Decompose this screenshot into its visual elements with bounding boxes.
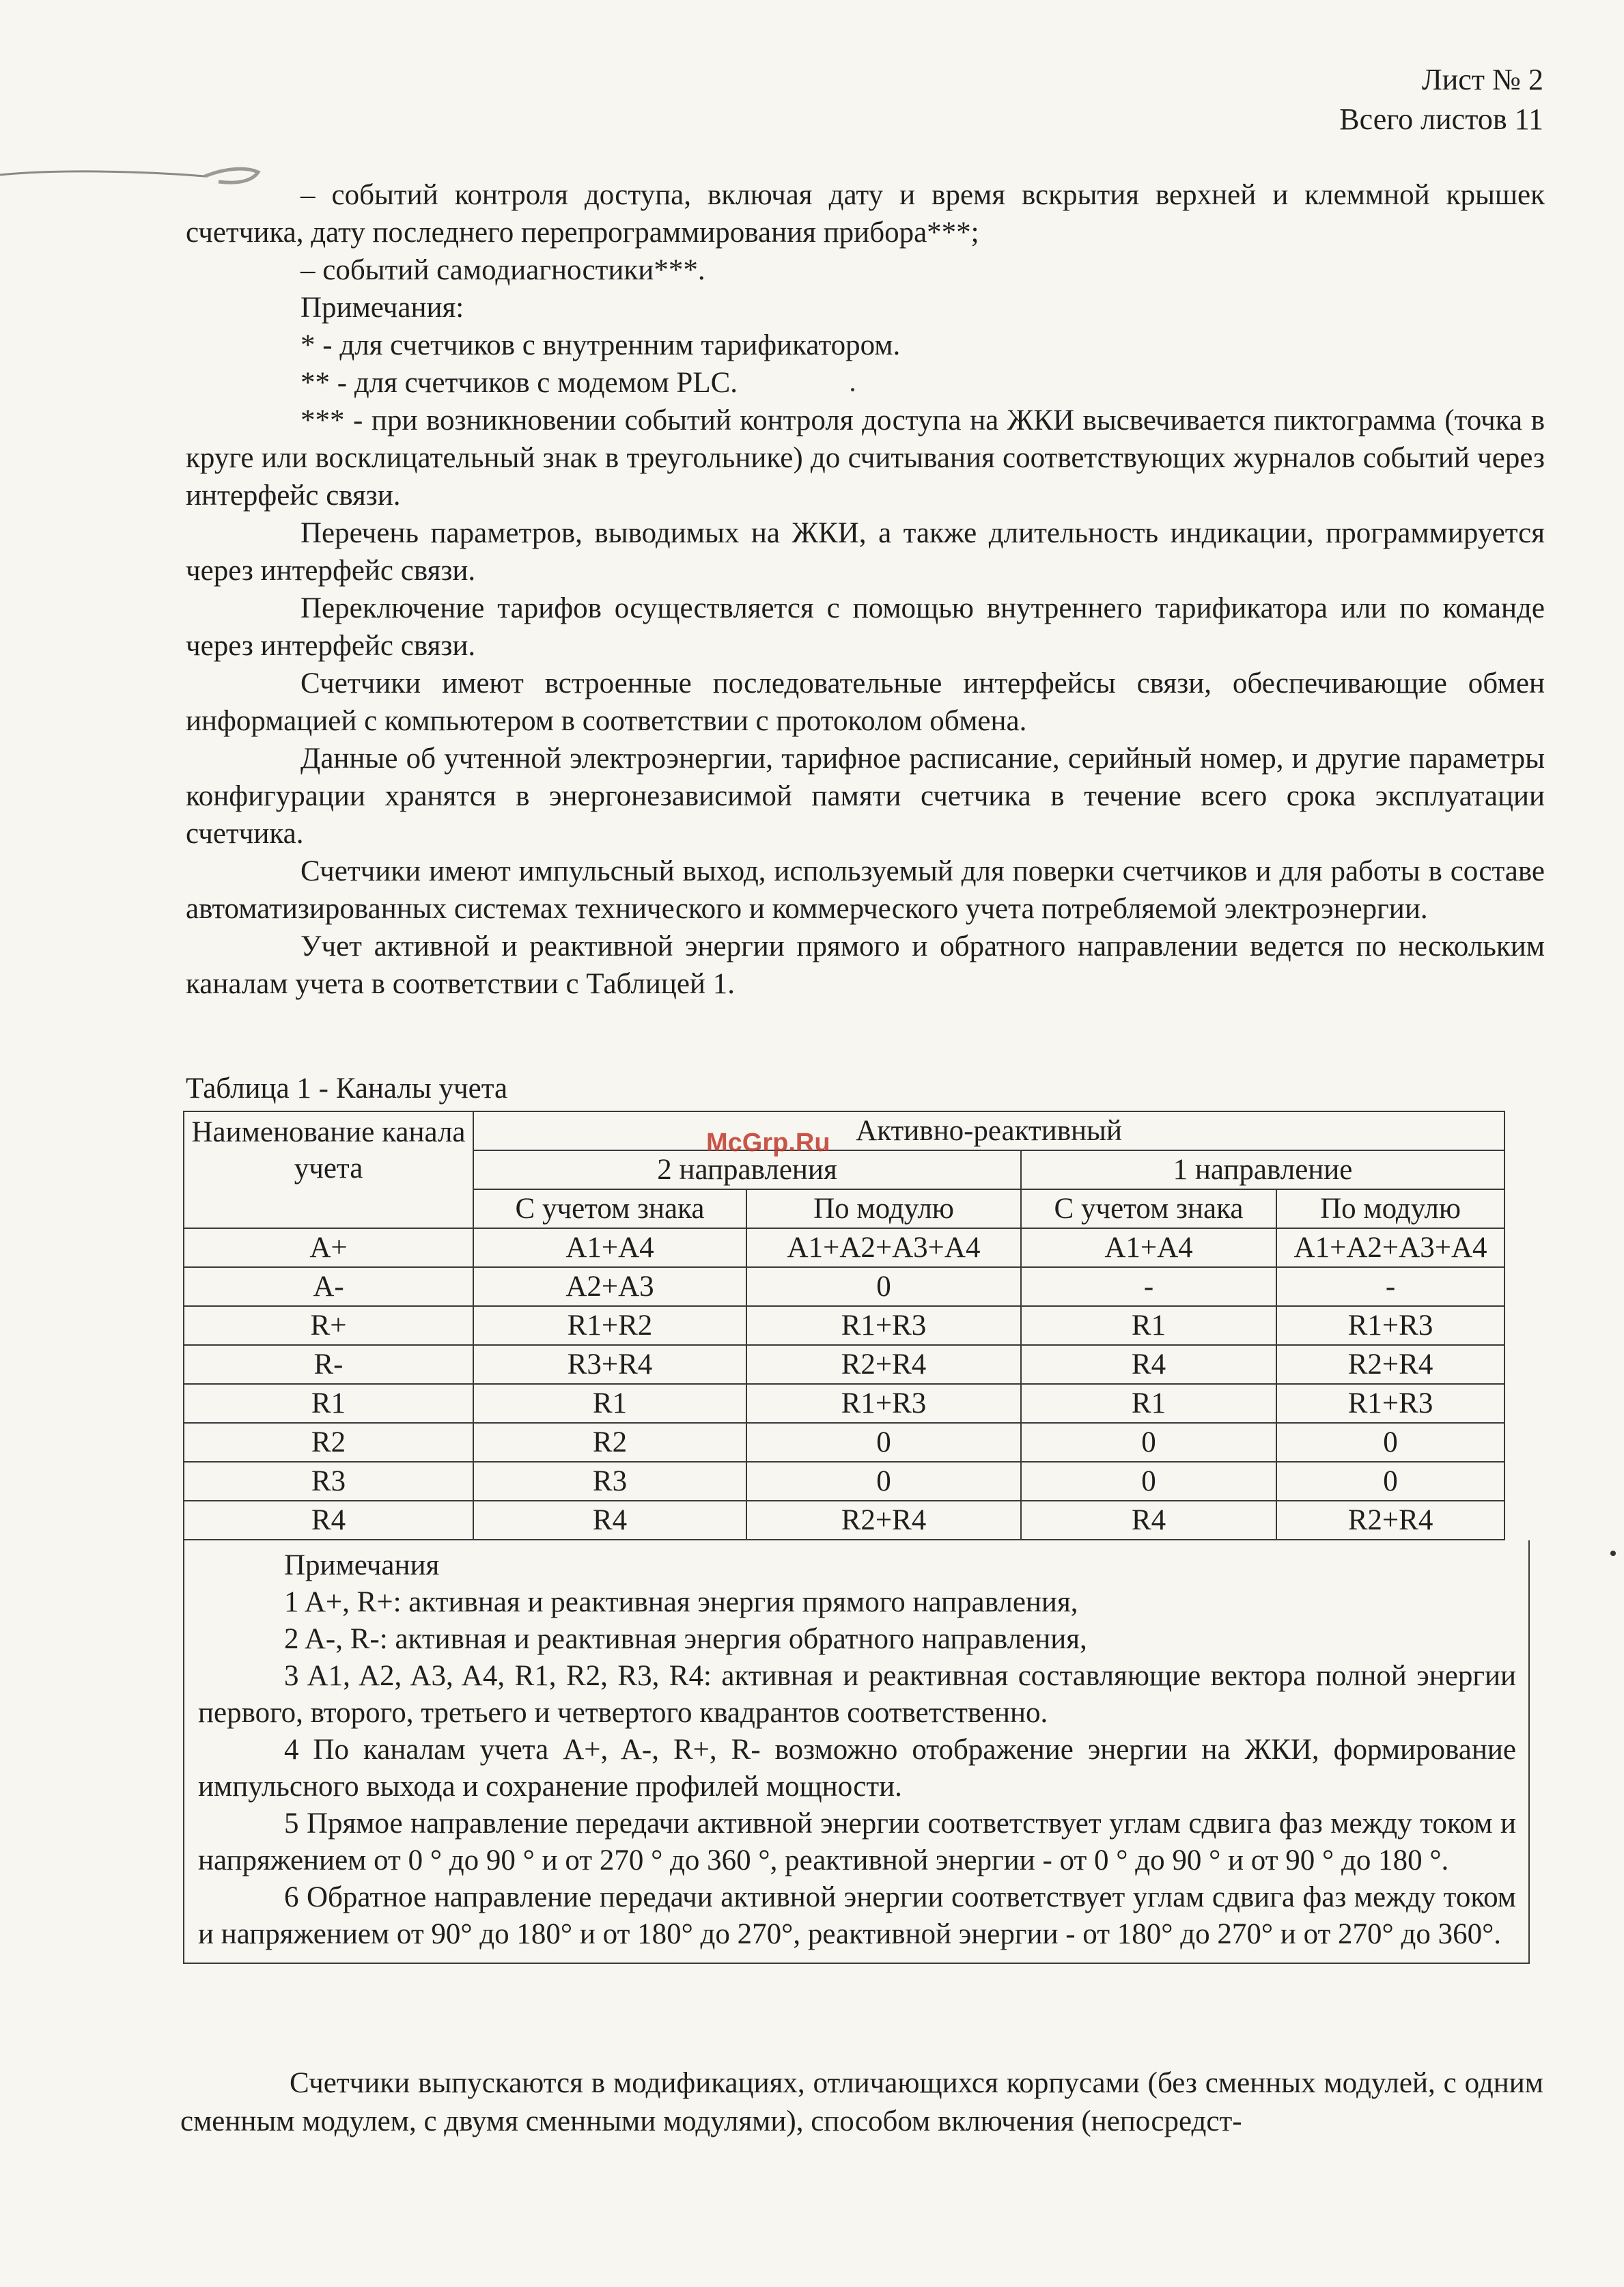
channel-name-cell: A+ <box>184 1228 473 1267</box>
channel-name-cell: A- <box>184 1267 473 1306</box>
channel-name-cell: R- <box>184 1345 473 1384</box>
channel-name-cell: R2 <box>184 1423 473 1462</box>
table-cell: R1+R3 <box>746 1306 1021 1345</box>
body-paragraph: *** - при возникновении событий контроля доступа на ЖКИ высвечивается пиктограмма (точка в круге или восклицательный знак в треугольнике) до считывания соответствующих журналов событий через интерфейс связи. <box>186 404 1545 512</box>
table-note: 5 Прямое направление передачи активной энергии соответствует углам сдвига фаз между током и напряжением от 0 ° до 90 ° и от 270 ° до 360 °, реактивной энергии - от 0 ° до 90 ° и от 90 ° до 180 °. <box>198 1807 1516 1876</box>
table-cell: A1+A2+A3+A4 <box>1276 1228 1504 1267</box>
table-row <box>184 1462 1504 1501</box>
body-paragraph: Переключение тарифов осуществляется с помощью внутреннего тарификатора или по команде через интерфейс связи. <box>186 592 1545 662</box>
channel-name-cell: R+ <box>184 1306 473 1345</box>
table-cell: R2+R4 <box>1276 1501 1504 1540</box>
table-cell: R4 <box>1021 1501 1276 1540</box>
table-row <box>184 1306 1504 1345</box>
sheet-number: Лист № 2 <box>1421 63 1543 96</box>
table-cell: 0 <box>1021 1462 1276 1501</box>
table-cell: R1+R2 <box>473 1306 746 1345</box>
table-cell: A1+A2+A3+A4 <box>746 1228 1021 1267</box>
body-paragraph: Счетчики имеют импульсный выход, используемый для поверки счетчиков и для работы в составе автоматизированных системах технического и коммерческого учета потребляемой электроэнергии. <box>186 855 1545 925</box>
table-cell: R1+R3 <box>746 1384 1021 1423</box>
table-cell: R3 <box>473 1462 746 1501</box>
body-paragraph: – событий контроля доступа, включая дату и время вскрытия верхней и клеммной крышек счетчика, дату последнего перепрограммирования прибора***; <box>186 179 1545 249</box>
header-group: Активно-реактивный <box>473 1111 1504 1150</box>
table-cell: 0 <box>1276 1423 1504 1462</box>
table-cell: R2 <box>473 1423 746 1462</box>
body-paragraph: Примечания: <box>300 292 464 324</box>
channel-name-cell: R4 <box>184 1501 473 1540</box>
table-cell: R2+R4 <box>746 1345 1021 1384</box>
table-cell: - <box>1021 1267 1276 1306</box>
table-cell: A2+A3 <box>473 1267 746 1306</box>
body-paragraph: * - для счетчиков с внутренним тарификатором. <box>300 329 901 361</box>
table-cell: R4 <box>1021 1345 1276 1384</box>
notes-title: Примечания <box>284 1549 440 1581</box>
table-cell: R1 <box>1021 1384 1276 1423</box>
table-note: 3 A1, A2, A3, A4, R1, R2, R3, R4: активная и реактивная составляющие вектора полной энергии первого, второго, третьего и четвертого квадрантов соответственно. <box>198 1660 1516 1729</box>
channels-table <box>183 1111 1505 1540</box>
channels-table-block <box>183 1111 1516 1964</box>
body-paragraph: Счетчики имеют встроенные последовательные интерфейсы связи, обеспечивающие обмен информацией с компьютером в соответствии с протоколом обмена. <box>186 667 1545 737</box>
table-cell: R1+R3 <box>1276 1384 1504 1423</box>
sheet-total: Всего листов 11 <box>1339 102 1543 136</box>
table-row <box>184 1501 1504 1540</box>
channel-name-cell: R3 <box>184 1462 473 1501</box>
body-paragraph: Данные об учтенной электроэнергии, тарифное расписание, серийный номер, и другие параметры конфигурации хранятся в энергонезависимой памяти счетчика в течение всего срока эксплуатации счетчика. <box>186 743 1545 850</box>
table-cell: R2+R4 <box>746 1501 1021 1540</box>
table-note: 2 A-, R-: активная и реактивная энергия обратного направления, <box>284 1623 1087 1655</box>
table-notes <box>183 1540 1530 1964</box>
table-cell: A1+A4 <box>473 1228 746 1267</box>
table-cell: R4 <box>473 1501 746 1540</box>
header-sub-modulus-2dir: По модулю <box>746 1189 1021 1228</box>
table-cell: A1+A4 <box>1021 1228 1276 1267</box>
body-paragraph: Перечень параметров, выводимых на ЖКИ, а также длительность индикации, программируется через интерфейс связи. <box>186 517 1545 587</box>
table-note: 4 По каналам учета A+, A-, R+, R- возможно отображение энергии на ЖКИ, формирование импульсного выхода и сохранение профилей мощности. <box>198 1734 1516 1803</box>
table-cell: - <box>1276 1267 1504 1306</box>
header-sub-signed-2dir: С учетом знака <box>473 1189 746 1228</box>
body-paragraph: – событий самодиагностики***. <box>300 254 705 286</box>
table-row <box>184 1228 1504 1267</box>
header-sub-signed-1dir: С учетом знака <box>1021 1189 1276 1228</box>
header-channel-name: Наименование канала учета <box>184 1111 473 1228</box>
table-cell: R1+R3 <box>1276 1306 1504 1345</box>
scan-speck <box>1610 1551 1616 1556</box>
table-cell: 0 <box>746 1423 1021 1462</box>
table-row <box>184 1423 1504 1462</box>
closing-text: Счетчики выпускаются в модификациях, отличающихся корпусами (без сменных модулей, с одним сменным модулем, с двумя сменными модулями), способом включения (непосредст- <box>180 2067 1543 2137</box>
table-cell: R1 <box>473 1384 746 1423</box>
table-cell: R3+R4 <box>473 1345 746 1384</box>
table-note: 6 Обратное направление передачи активной энергии соответствует углам сдвига фаз между током и напряжением от 90° до 180° и от 180° до 270°, реактивной энергии - от 180° до 270° и от 270° до 360°. <box>198 1881 1516 1950</box>
table-cell: 0 <box>746 1267 1021 1306</box>
table-row <box>184 1384 1504 1423</box>
header-two-directions: 2 направления <box>473 1150 1021 1189</box>
table-row <box>184 1267 1504 1306</box>
header-one-direction: 1 направление <box>1021 1150 1504 1189</box>
table-cell: 0 <box>1276 1462 1504 1501</box>
table-row <box>184 1345 1504 1384</box>
header-sub-modulus-1dir: По модулю <box>1276 1189 1504 1228</box>
sheet-header <box>1339 60 1543 139</box>
channel-name-cell: R1 <box>184 1384 473 1423</box>
closing-paragraph <box>180 2064 1543 2141</box>
body-paragraph: Учет активной и реактивной энергии прямого и обратного направлении ведется по нескольким каналам учета в соответствии с Таблицей 1. <box>186 930 1545 1000</box>
table-cell: 0 <box>1021 1423 1276 1462</box>
table-cell: R1 <box>1021 1306 1276 1345</box>
body-paragraph: ** - для счетчиков с модемом PLC. <box>300 367 738 399</box>
table-cell: R2+R4 <box>1276 1345 1504 1384</box>
table-cell: 0 <box>746 1462 1021 1501</box>
body-text <box>186 176 1545 1003</box>
table-note: 1 A+, R+: активная и реактивная энергия прямого направления, <box>284 1586 1078 1618</box>
scan-speck <box>851 388 854 391</box>
watermark-logo: McGrp.Ru <box>706 1128 830 1157</box>
table-caption: Таблица 1 - Каналы учета <box>186 1072 508 1105</box>
